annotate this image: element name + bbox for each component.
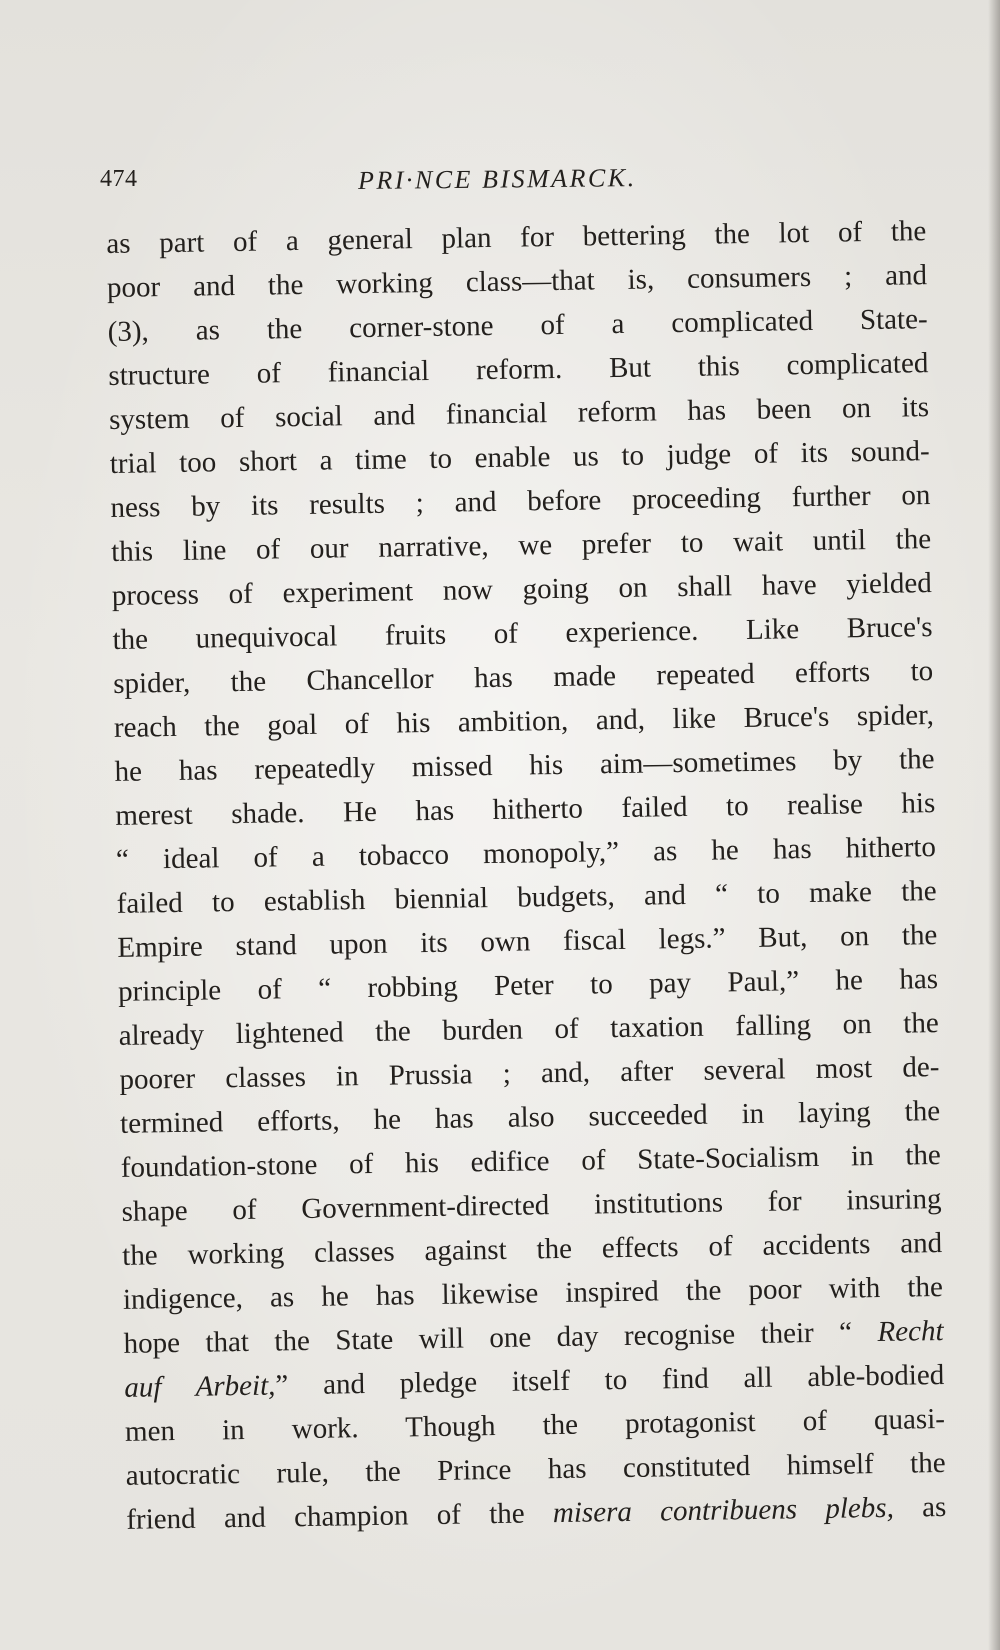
text-line: the unequivocal fruits of experience. Like Bruce's — [112, 611, 933, 656]
text-roman: hope that the State will one day recognise their “ — [123, 1316, 878, 1360]
text-line: “ ideal of a tobacco monopoly,” as he has hitherto — [115, 831, 937, 876]
page-number: 474 — [100, 166, 138, 192]
text-line: Empire stand upon its own fiscal legs.” But, on the — [117, 919, 938, 964]
text-line: foundation-stone of his edifice of State-Socialism in the — [120, 1139, 942, 1184]
text-line: failed to establish biennial budgets, and “ to make the — [116, 875, 937, 920]
body-text — [106, 209, 947, 1542]
text-line: shape of Government-directed institutions for insuring — [121, 1182, 942, 1228]
text-line: this line of our narrative, we prefer to wait until the — [110, 523, 932, 568]
text-italic: Recht — [877, 1314, 944, 1349]
text-line: spider, the Chancellor has made repeated efforts to — [113, 655, 934, 700]
text-roman: as — [893, 1490, 947, 1524]
text-line: already lightened the burden of taxation falling on the — [118, 1007, 939, 1052]
text-line: poorer classes in Prussia ; and, after several most de- — [119, 1051, 940, 1096]
text-line: as part of a general plan for bettering the lot of the — [106, 215, 927, 260]
text-line: merest shade. He has hitherto failed to realise his — [115, 787, 936, 832]
page-header — [100, 163, 920, 206]
text-italic: auf Arbeit, — [124, 1369, 276, 1404]
text-line: indigence, as he has likewise inspired the poor with the — [122, 1270, 944, 1316]
text-line: principle of “ robbing Peter to pay Paul,” he has — [117, 963, 939, 1008]
text-line: structure of financial reform. But this complicated — [108, 347, 929, 392]
text-line: trial too short a time to enable us to judge of its sound- — [109, 435, 930, 480]
text-line: he has repeatedly missed his aim—sometimes by the — [114, 743, 935, 788]
text-line: autocratic rule, the Prince has constituted himself the — [125, 1446, 946, 1492]
text-line: men in work. Though the protagonist of quasi- — [124, 1402, 946, 1448]
text-roman: friend and champion of the — [126, 1497, 554, 1536]
text-line: termined efforts, he has also succeeded in laying the — [119, 1095, 941, 1140]
text-line: process of experiment now going on shall have yielded — [111, 567, 933, 612]
text-italic: misera contribuens plebs, — [552, 1491, 895, 1530]
text-line: ness by its results ; and before proceeding further on — [110, 479, 931, 524]
text-line: the working classes against the effects of accidents and — [121, 1226, 943, 1272]
text-line: (3), as the corner-stone of a complicated State- — [107, 303, 928, 348]
text-line: reach the goal of his ambition, and, like Bruce's spider, — [113, 699, 935, 744]
text-roman: ” and pledge itself to find all able-bodied — [275, 1358, 945, 1402]
text-line: system of social and financial reform has been on its — [108, 391, 930, 436]
running-head: PRI·NCE BISMARCK. — [357, 163, 637, 195]
text-line: poor and the working class—that is, consumers ; and — [106, 259, 928, 304]
